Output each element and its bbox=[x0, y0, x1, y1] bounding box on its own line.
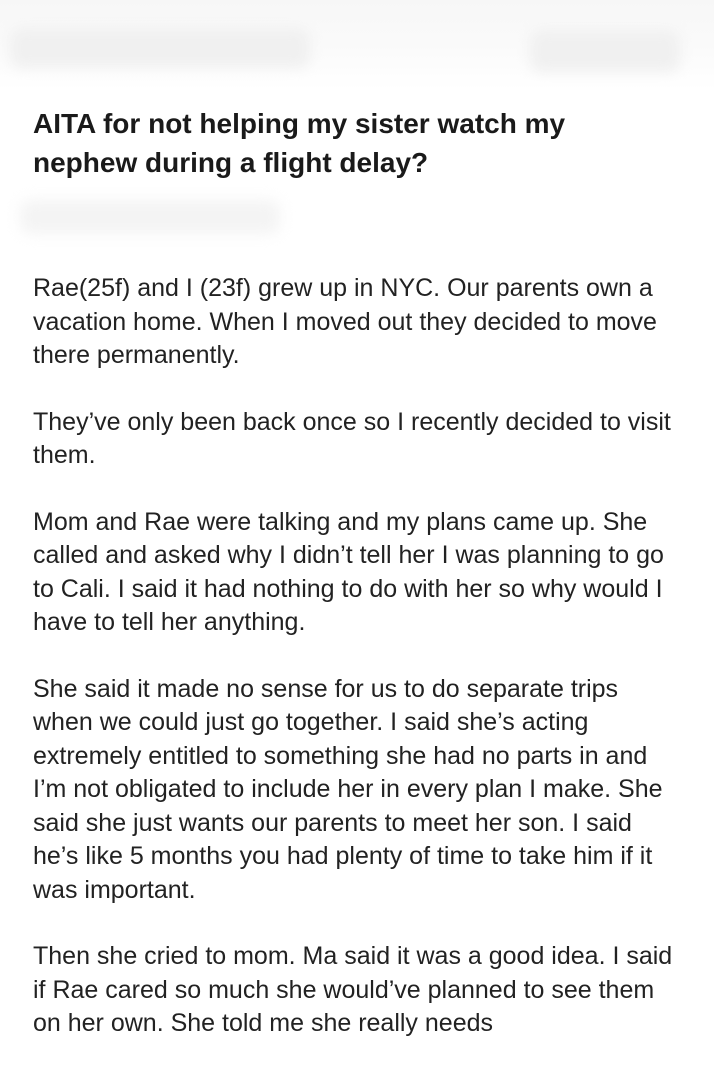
post-paragraph: Rae(25f) and I (23f) grew up in NYC. Our parents own a vacation home. When I moved out they decided to move there permanently. bbox=[33, 274, 657, 369]
blurred-header-right bbox=[530, 30, 680, 72]
post-paragraph: She said it made no sense for us to do separate trips when we could just go together. I said she’s acting extremely entitled to something she had no parts in and I’m not obligated to include her in every plan I make. She said she just wants our parents to meet her son. I said he’s like 5 months you had plenty of time to take him if it was important. bbox=[33, 674, 663, 904]
post-title: AITA for not helping my sister watch my nephew during a flight delay? bbox=[33, 108, 566, 178]
post-paragraph: Mom and Rae were talking and my plans came up. She called and asked why I didn’t tell her I was planning to go to Cali. I said it had nothing to do with her so why would I have to tell her anything. bbox=[33, 507, 664, 636]
blurred-post-meta bbox=[20, 200, 280, 234]
post-paragraph: They’ve only been back once so I recently decided to visit them. bbox=[33, 407, 671, 469]
blurred-header-left bbox=[10, 28, 310, 68]
post-paragraph: Then she cried to mom. Ma said it was a good idea. I said if Rae cared so much she would’ve planned to see them on her own. She told me she really needs bbox=[33, 942, 673, 1037]
post-body bbox=[33, 272, 683, 1074]
